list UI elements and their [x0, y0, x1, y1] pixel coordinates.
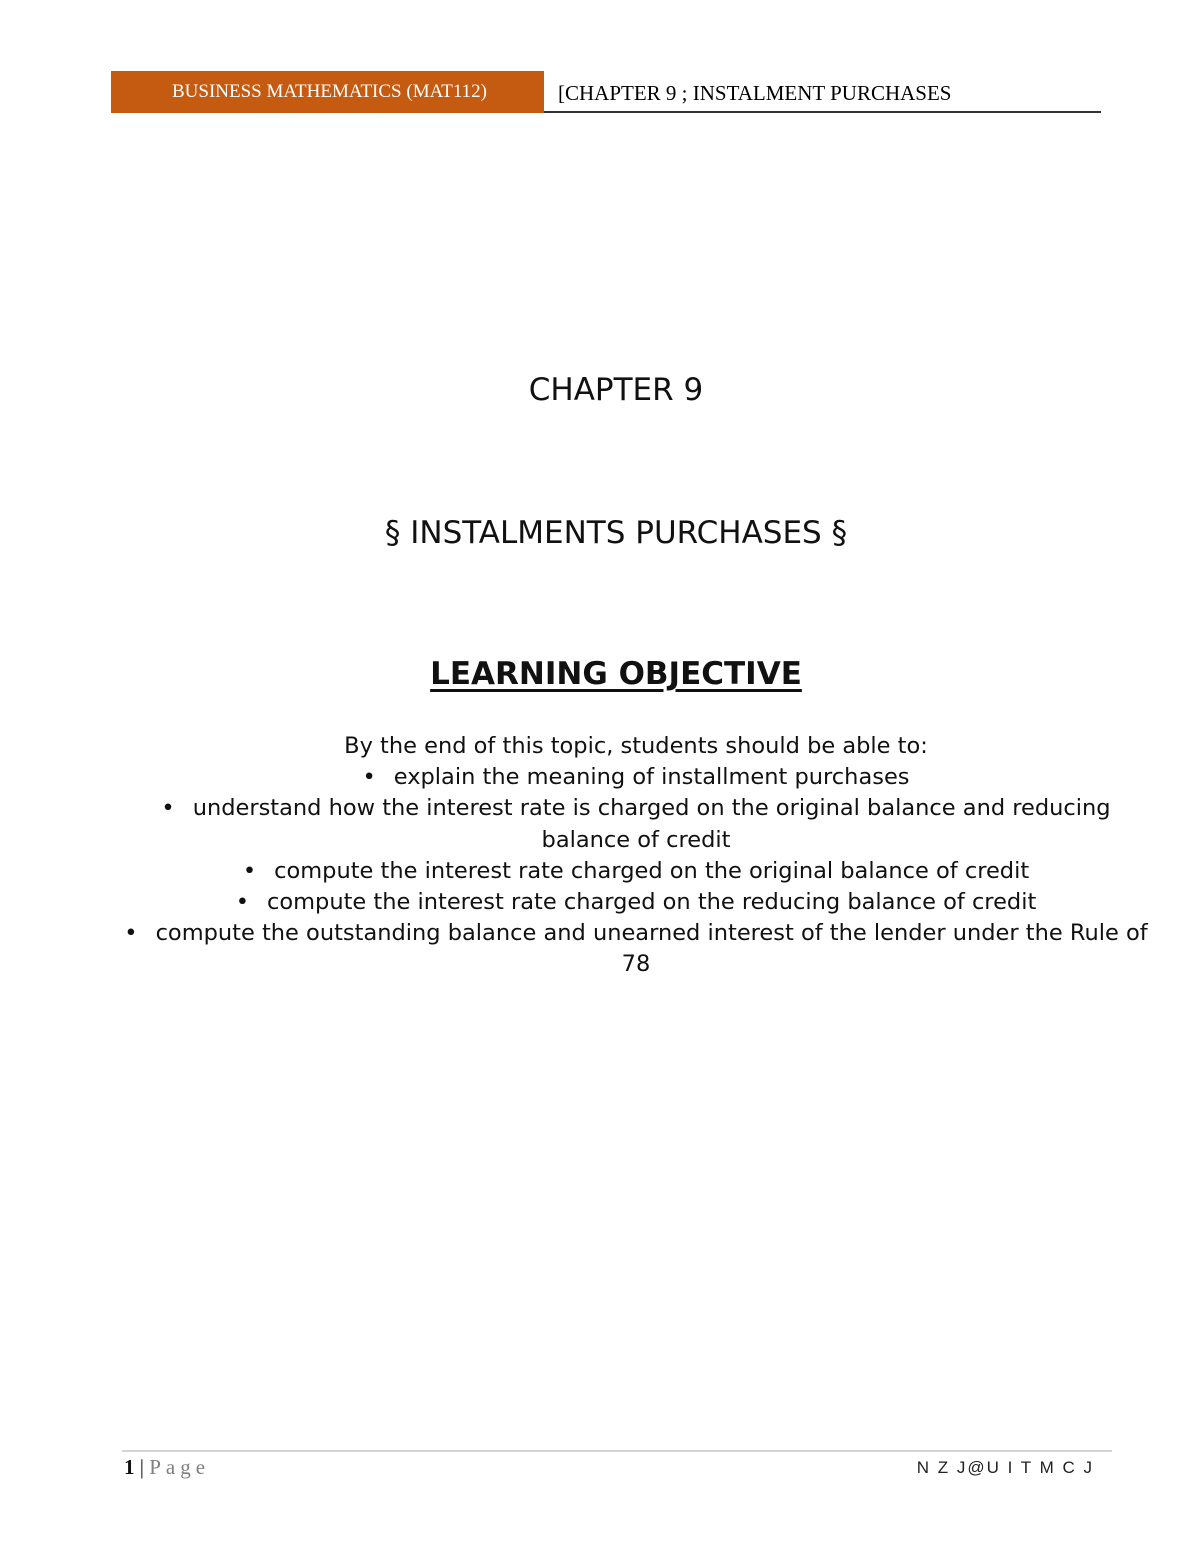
header-chapter-title: [CHAPTER 9 ; INSTALMENT PURCHASES	[558, 81, 952, 105]
bullet-icon: •	[362, 764, 376, 791]
objective-text: compute the interest rate charged on the reducing balance of credit	[267, 889, 1037, 916]
page-number: 1	[124, 1455, 135, 1479]
objective-text: understand how the interest rate is charged on the original balance and reducing balance of credit	[192, 795, 1111, 853]
footer-divider	[122, 1450, 1112, 1452]
objective-text: compute the outstanding balance and unearned interest of the lender under the Rule of 78	[155, 920, 1148, 978]
list-item	[116, 887, 1156, 918]
objective-text: compute the interest rate charged on the original balance of credit	[274, 857, 1030, 884]
list-item	[116, 856, 1156, 887]
bullet-icon: •	[124, 920, 138, 947]
list-item	[116, 793, 1156, 855]
page-footer-number	[124, 1455, 210, 1480]
footer-author: N Z J@U I T M C J	[916, 1458, 1094, 1477]
chapter-title: CHAPTER 9	[528, 372, 704, 408]
bullet-icon: •	[242, 857, 257, 884]
page-label: Page	[149, 1455, 211, 1479]
section-title: § INSTALMENTS PURCHASES §	[384, 515, 848, 551]
header-divider	[544, 111, 1101, 113]
footer-separator: |	[139, 1455, 144, 1479]
objectives-list	[116, 762, 1156, 980]
objective-text: explain the meaning of installment purchases	[393, 764, 910, 791]
list-item	[116, 918, 1156, 980]
learning-objectives	[116, 731, 1156, 981]
page-header	[111, 71, 1101, 113]
learning-objective-heading: LEARNING OBJECTIVE	[430, 656, 802, 692]
bullet-icon: •	[161, 795, 175, 822]
objectives-intro: By the end of this topic, students should be able to:	[344, 733, 928, 759]
header-course-title: BUSINESS MATHEMATICS (MAT112)	[111, 71, 544, 113]
bullet-icon: •	[235, 889, 249, 916]
list-item	[116, 762, 1156, 793]
